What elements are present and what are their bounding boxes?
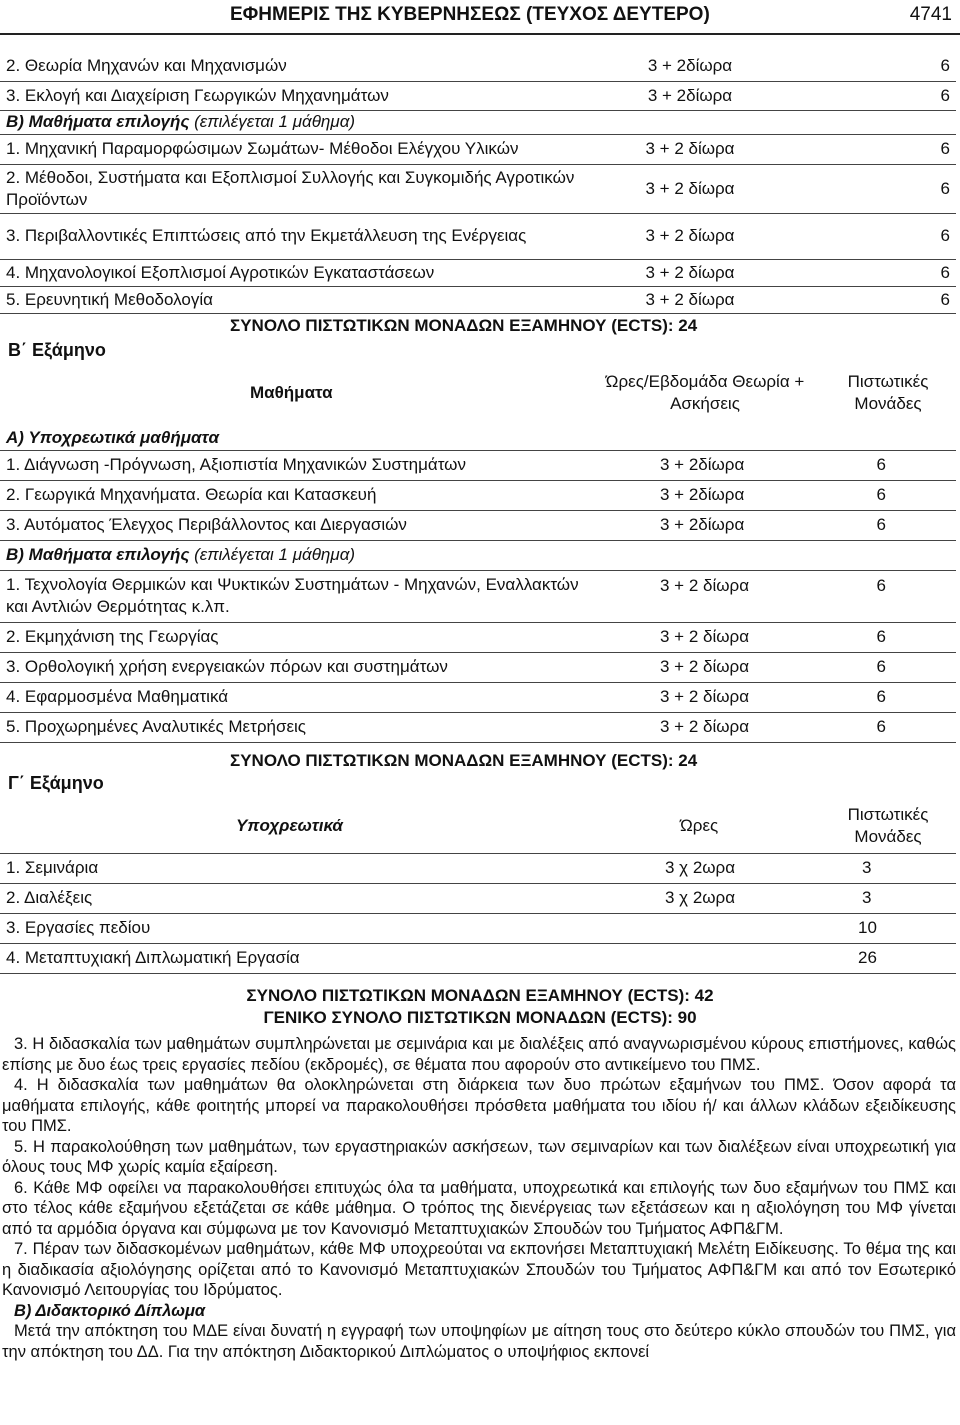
course-name: 2. Μέθοδοι, Συστήματα και Εξοπλισμοί Συλλογής και Συγκομιδής Αγροτικών Προϊόντων — [0, 164, 590, 213]
course-hours: 3 + 2 δίωρα — [590, 652, 820, 682]
course-ects: 6 — [820, 712, 956, 742]
course-name: 4. Μεταπτυχιακή Διπλωματική Εργασία — [0, 943, 590, 973]
semester-b-title: Β΄ Εξάμηνο — [8, 340, 106, 360]
course-hours: 3 + 2 δίωρα — [590, 213, 790, 259]
section-heading: Β) Διδακτορικό Δίπλωμα — [14, 1301, 206, 1320]
course-name: 1. Σεμινάρια — [0, 853, 590, 883]
elective-heading-row — [0, 540, 956, 570]
paragraph: Μετά την απόκτηση του ΜΔΕ είναι δυνατή η εγγραφή των υποψηφίων με αίτηση τους στο δεύτερο κύκλο σπουδών του ΠΜΣ, για την απόκτηση του ΔΔ. Για την απόκτηση Διδακτορικού Διπλώματος ο υποψήφιος εκπονεί — [2, 1322, 956, 1361]
course-ects: 6 — [820, 682, 956, 712]
course-hours: 3 + 2 δίωρα — [590, 622, 820, 652]
table-header-row — [0, 366, 956, 420]
table-row — [0, 213, 956, 259]
course-name: 1. Μηχανική Παραμορφώσιμων Σωμάτων- Μέθοδοι Ελέγχου Υλικών — [0, 134, 590, 164]
semester-c-title: Γ΄ Εξάμηνο — [8, 773, 104, 793]
semester-b-table — [0, 366, 956, 743]
col-ects: Πιστωτικές Μονάδες — [820, 800, 956, 853]
course-name: 3. Εκλογή και Διαχείριση Γεωργικών Μηχανημάτων — [0, 81, 590, 110]
table-row — [0, 652, 956, 682]
col-ects: Πιστωτικές Μονάδες — [847, 372, 929, 413]
course-hours: 3 χ 2ωρα — [590, 853, 820, 883]
page-header — [0, 0, 960, 32]
course-name: 3. Ορθολογική χρήση ενεργειακών πόρων και συστημάτων — [0, 652, 590, 682]
course-name: 3. Εργασίες πεδίου — [0, 913, 590, 943]
course-name: 4. Μηχανολογικοί Εξοπλισμοί Αγροτικών Εγκαταστάσεων — [0, 259, 590, 286]
course-ects: 6 — [790, 286, 956, 313]
semester-c-table — [0, 800, 956, 974]
course-hours — [590, 943, 820, 973]
elective-heading-row — [0, 110, 956, 134]
col-courses: Μαθήματα — [250, 383, 333, 402]
course-name: 2. Εκμηχάνιση της Γεωργίας — [0, 622, 590, 652]
table-row — [0, 682, 956, 712]
table-row — [0, 480, 956, 510]
table-row — [0, 81, 956, 110]
table-row — [0, 853, 956, 883]
course-ects: 6 — [790, 213, 956, 259]
mandatory-heading-row — [0, 420, 956, 450]
course-hours: 3 + 2δίωρα — [590, 52, 790, 81]
page-number: 4741 — [909, 4, 952, 25]
elective-note: (επιλέγεται 1 μάθημα) — [194, 112, 356, 131]
course-name: 1. Διάγνωση -Πρόγνωση, Αξιοπιστία Μηχανικών Συστημάτων — [0, 450, 590, 480]
table-row — [0, 259, 956, 286]
table-row — [0, 883, 956, 913]
semester-a-total: ΣΥΝΟΛΟ ΠΙΣΤΩΤΙΚΩΝ ΜΟΝΑΔΩΝ ΕΞΑΜΗΝΟΥ (ECTS): 24 — [230, 316, 698, 335]
course-ects: 3 — [820, 883, 956, 913]
course-ects: 6 — [790, 134, 956, 164]
table-row — [0, 510, 956, 540]
course-name: 3. Περιβαλλοντικές Επιπτώσεις από την Εκμετάλλευση της Ενέργειας — [0, 213, 590, 259]
course-ects: 6 — [790, 164, 956, 213]
course-hours: 3 + 2δίωρα — [590, 510, 820, 540]
course-hours: 3 + 2 δίωρα — [590, 134, 790, 164]
course-ects: 6 — [790, 259, 956, 286]
course-hours: 3 + 2δίωρα — [590, 81, 790, 110]
course-ects: 6 — [820, 652, 956, 682]
semester-b-total: ΣΥΝΟΛΟ ΠΙΣΤΩΤΙΚΩΝ ΜΟΝΑΔΩΝ ΕΞΑΜΗΝΟΥ (ECTS): 24 — [230, 751, 698, 770]
grand-total: ΓΕΝΙΚΟ ΣΥΝΟΛΟ ΠΙΣΤΩΤΙΚΩΝ ΜΟΝΑΔΩΝ (ECTS): 90 — [263, 1008, 697, 1027]
course-name: 5. Ερευνητική Μεθοδολογία — [0, 286, 590, 313]
table-row — [0, 913, 956, 943]
course-hours: 3 + 2 δίωρα — [590, 286, 790, 313]
elective-note: (επιλέγεται 1 μάθημα) — [194, 545, 356, 564]
paragraph: 7. Πέραν των διδασκομένων μαθημάτων, κάθε ΜΦ υποχρεούται να εκπονήσει Μεταπτυχιακή Μελέτη Ειδίκευσης. Το θέμα της και η διαδικασία αξιολόγησης ορίζεται από το Κανονισμό Μεταπτυχιακών Σπουδών του Τμήματος ΑΦΠ&ΓΜ και από τον Εσωτερικό Κανονισμό Λειτουργίας του Ιδρύματος. — [2, 1240, 956, 1299]
course-hours: 3 + 2δίωρα — [590, 450, 820, 480]
course-name: 2. Θεωρία Μηχανών και Μηχανισμών — [0, 52, 590, 81]
paragraph: 6. Κάθε ΜΦ οφείλει να παρακολουθήσει επιτυχώς όλα τα μαθήματα, υποχρεωτικά και επιλογής των δυο εξαμήνων του ΠΜΣ και στο τέλος κάθε εξαμήνου εξετάζεται σε κάθε μάθημα. Ο τρόπος της διενέργειας των εξετάσεων και η αξιολόγηση του ΜΦ γίνεται από τα αρμόδια όργανα και σύμφωνα με τον Κανονισμό Μεταπτυχιακών Σπουδών του Τμήματος ΑΦΠ&ΓΜ. — [2, 1178, 956, 1238]
course-hours — [590, 913, 820, 943]
table-row — [0, 134, 956, 164]
course-ects: 10 — [820, 913, 956, 943]
course-ects: 6 — [820, 510, 956, 540]
col-hours: Ώρες/Εβδομάδα Θεωρία + Ασκήσεις — [605, 372, 805, 413]
course-name: 5. Προχωρημένες Αναλυτικές Μετρήσεις — [0, 712, 590, 742]
course-ects: 6 — [790, 81, 956, 110]
course-ects: 6 — [820, 622, 956, 652]
table-row — [0, 164, 956, 213]
semester-c-total: ΣΥΝΟΛΟ ΠΙΣΤΩΤΙΚΩΝ ΜΟΝΑΔΩΝ ΕΞΑΜΗΝΟΥ (ECTS): 42 — [246, 986, 714, 1005]
course-ects: 6 — [820, 480, 956, 510]
course-hours: 3 + 2 δίωρα — [590, 259, 790, 286]
table-row — [0, 52, 956, 81]
body-text — [2, 1034, 956, 1362]
table-row — [0, 286, 956, 313]
course-ects: 26 — [820, 943, 956, 973]
course-name: 1. Τεχνολογία Θερμικών και Ψυκτικών Συστημάτων - Μηχανών, Εναλλακτών και Αντλιών Θερμότητας κ.λπ. — [0, 570, 590, 622]
header-divider — [0, 33, 960, 35]
table-row — [0, 712, 956, 742]
table-row — [0, 450, 956, 480]
course-hours: 3 + 2 δίωρα — [590, 164, 790, 213]
course-ects: 6 — [820, 450, 956, 480]
table-row — [0, 570, 956, 622]
course-hours: 3 + 2 δίωρα — [590, 570, 820, 622]
table-row — [0, 622, 956, 652]
mandatory-title: Α) Υποχρεωτικά μαθήματα — [0, 420, 956, 450]
course-name: 3. Αυτόματος Έλεγχος Περιβάλλοντος και Διεργασιών — [0, 510, 590, 540]
course-ects: 6 — [820, 570, 956, 622]
elective-title: Β) Μαθήματα επιλογής — [6, 112, 190, 131]
course-hours: 3 χ 2ωρα — [590, 883, 820, 913]
course-name: 2. Διαλέξεις — [0, 883, 590, 913]
table-row — [0, 943, 956, 973]
semester-a-table — [0, 52, 956, 314]
col-hours: Ώρες — [590, 800, 820, 853]
paragraph: 4. Η διδασκαλία των μαθημάτων θα ολοκληρώνεται στη διάρκεια των δυο πρώτων εξαμήνων του ΠΜΣ. Όσον αφορά τα μαθήματα επιλογής, κάθε φοιτητής μπορεί να παρακολουθήσει πρόσθετα μαθήματα του ιδίου ή/ και άλλων κλάδων εξειδίκευσης του ΠΜΣ. — [2, 1076, 956, 1135]
course-ects: 3 — [820, 853, 956, 883]
course-name: 2. Γεωργικά Μηχανήματα. Θεωρία και Κατασκευή — [0, 480, 590, 510]
table-header-row — [0, 800, 956, 853]
elective-title: Β) Μαθήματα επιλογής — [6, 545, 190, 564]
course-hours: 3 + 2 δίωρα — [590, 682, 820, 712]
course-hours: 3 + 2 δίωρα — [590, 712, 820, 742]
course-name: 4. Εφαρμοσμένα Μαθηματικά — [0, 682, 590, 712]
paragraph: 5. Η παρακολούθηση των μαθημάτων, των εργαστηριακών ασκήσεων, των σεμιναρίων και των διαλέξεων είναι υποχρεωτική για όλους τους ΜΦ χωρίς καμία εξαίρεση. — [2, 1137, 956, 1176]
paragraph: 3. Η διδασκαλία των μαθημάτων συμπληρώνεται με σεμινάρια και με διαλέξεις από αναγνωρισμένου κύρους επιστήμονες, καθώς επίσης με δυο έως τρεις εργασίες πεδίου (εκδρομές), σε θέματα που αφορούν στο αντικείμενο του ΠΜΣ. — [2, 1035, 956, 1074]
col-mandatory: Υποχρεωτικά — [0, 800, 590, 853]
course-hours: 3 + 2δίωρα — [590, 480, 820, 510]
course-ects: 6 — [790, 52, 956, 81]
gazette-title: ΕΦΗΜΕΡΙΣ ΤΗΣ ΚΥΒΕΡΝΗΣΕΩΣ (ΤΕΥΧΟΣ ΔΕΥΤΕΡΟ) — [230, 4, 710, 25]
